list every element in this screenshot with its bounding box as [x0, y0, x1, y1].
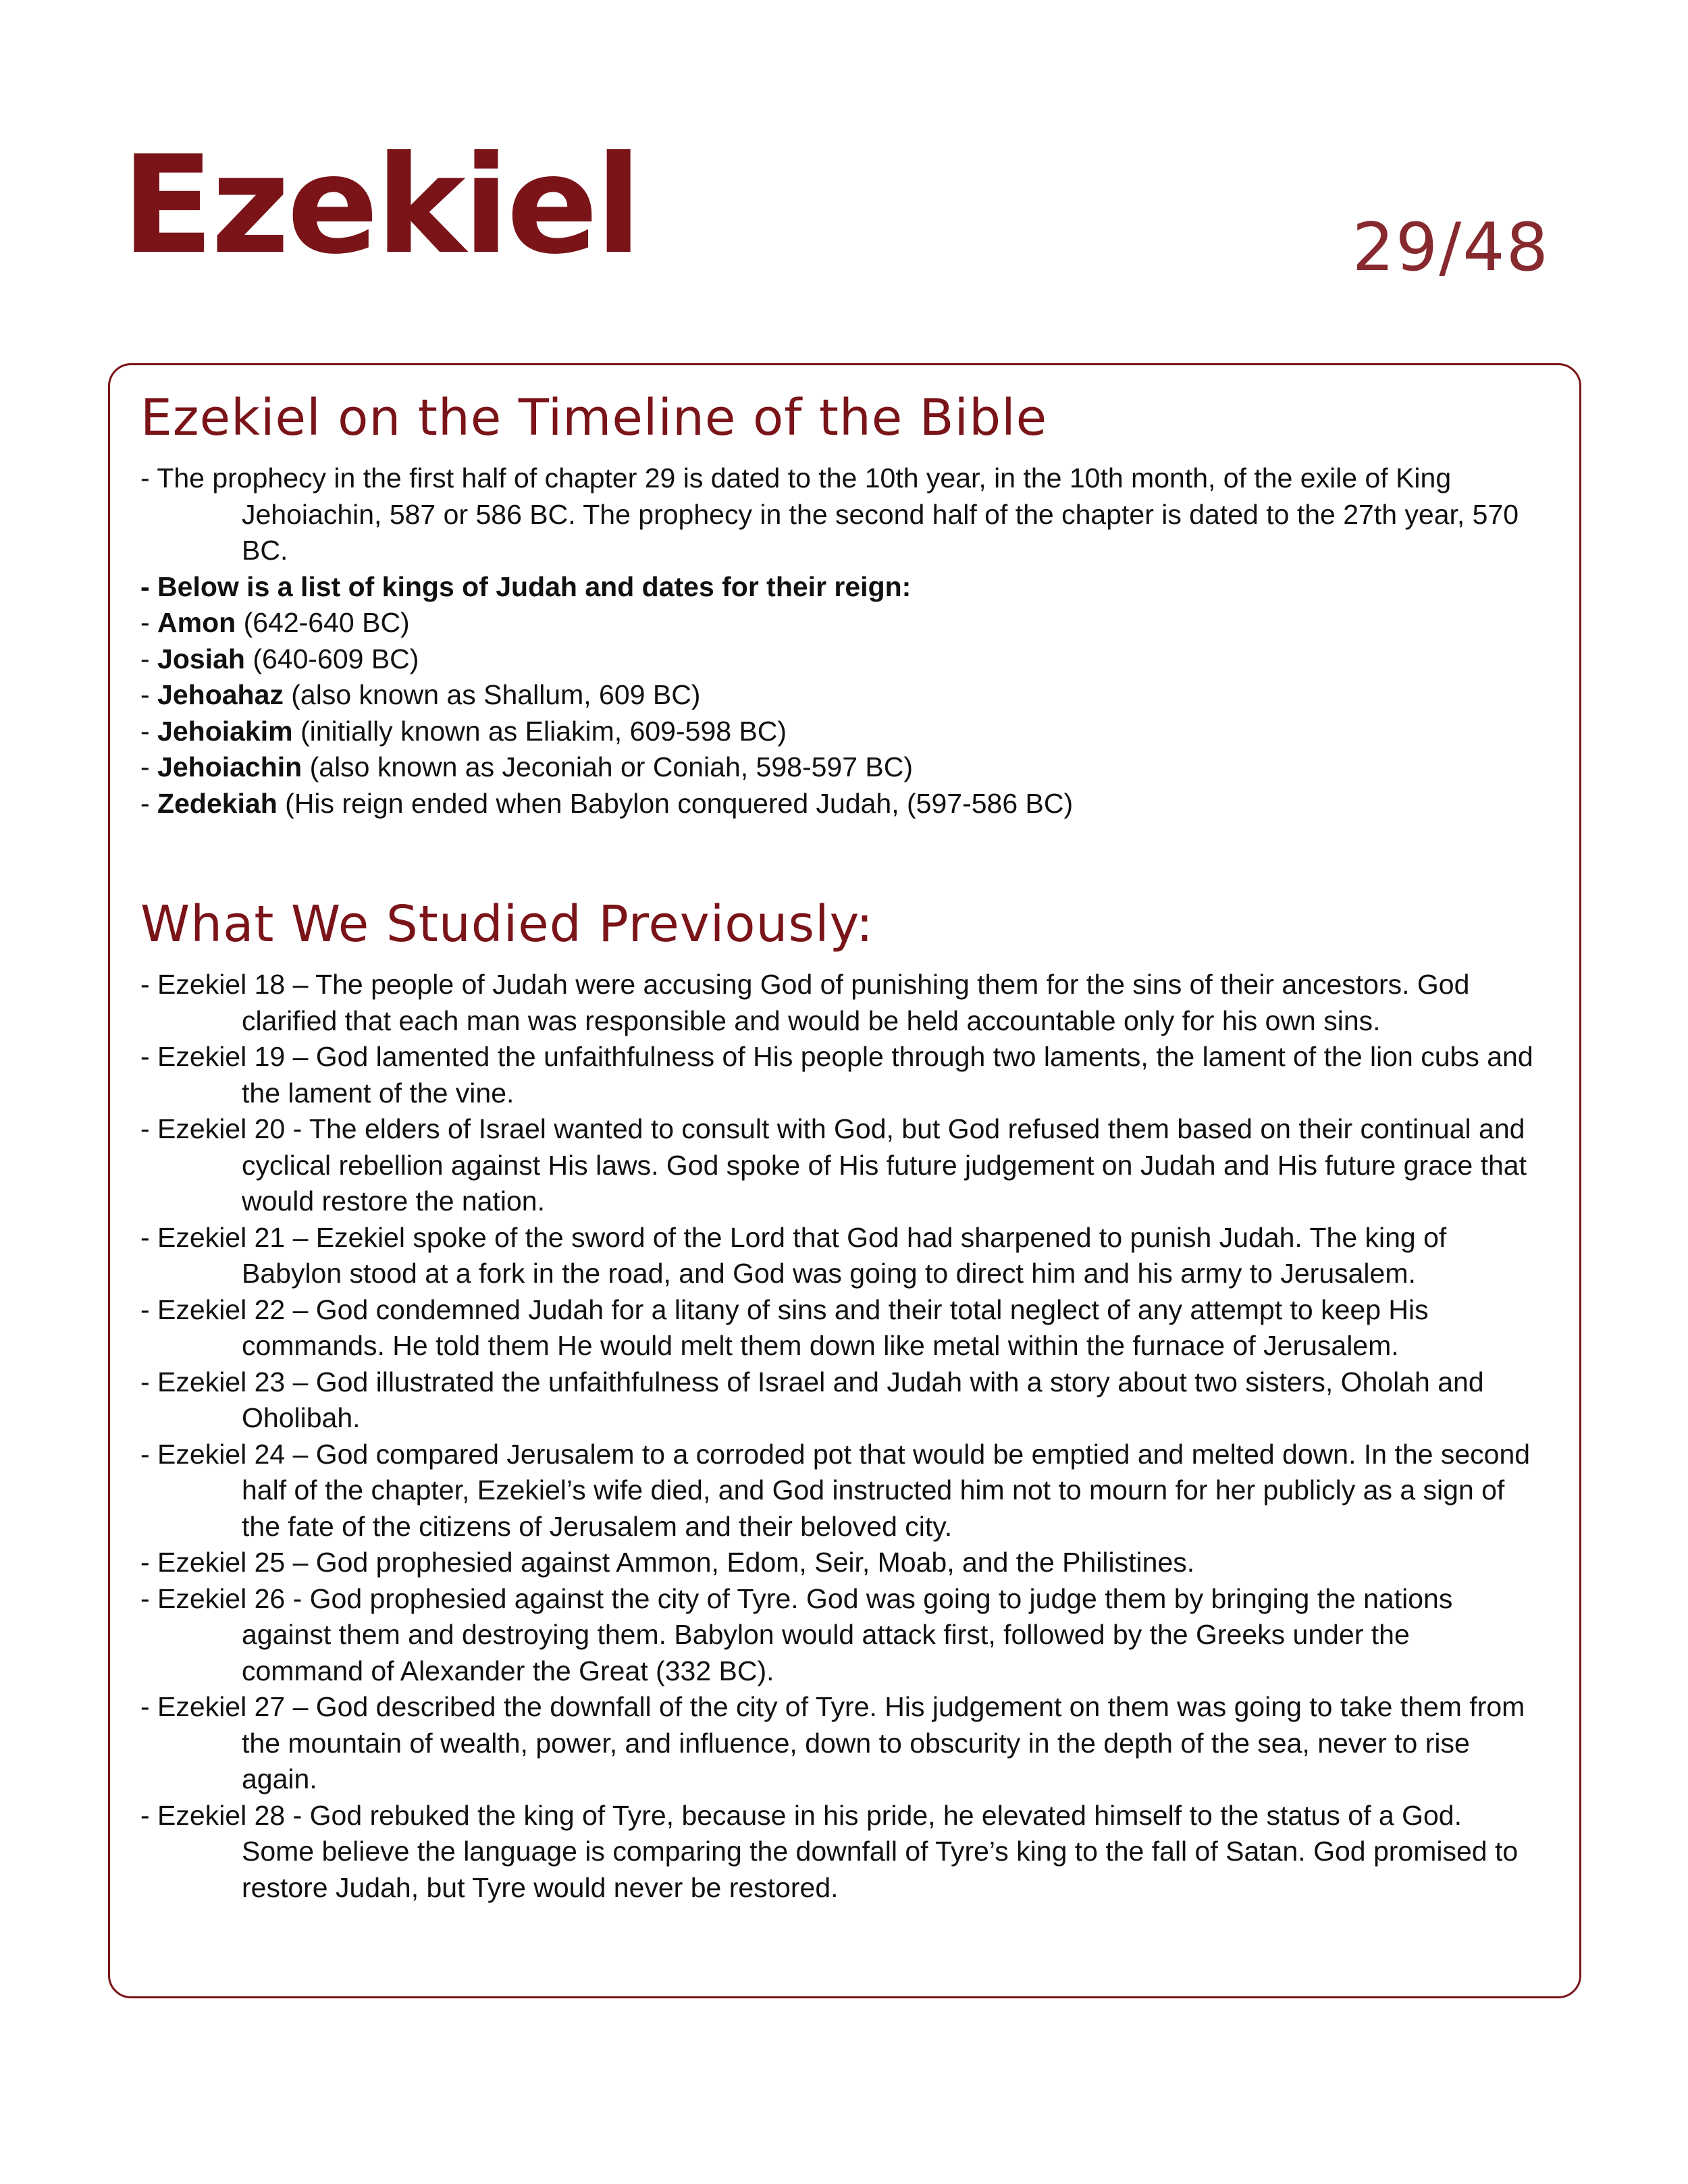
king-item: - Jehoiakim (initially known as Eliakim, 609-598 BC): [140, 715, 787, 747]
timeline-heading: Ezekiel on the Timeline of the Bible: [140, 389, 1048, 447]
previous-item: - Ezekiel 19 – God lamented the unfaithfulness of His people through two laments, the lament of the lion cubs and the lament of the vine.: [140, 1041, 1533, 1109]
king-detail: (642-640 BC): [236, 607, 410, 639]
previous-item: - Ezekiel 22 – God condemned Judah for a litany of sins and their total neglect of any attempt to keep His commands. He told them He would melt them down like metal within the furnace of Jerusalem.: [140, 1294, 1429, 1362]
previous-item: - Ezekiel 24 – God compared Jerusalem to a corroded pot that would be emptied and melted down. In the second half of the chapter, Ezekiel’s wife died, and God instructed him not to mourn for her publicly as a sign of the fate of the citizens of Jerusalem and their beloved city.: [140, 1438, 1531, 1542]
previous-item: - Ezekiel 25 – God prophesied against Ammon, Edom, Seir, Moab, and the Philistines.: [140, 1547, 1195, 1578]
king-name: Jehoiachin: [157, 751, 302, 783]
king-item: - Jehoahaz (also known as Shallum, 609 BC): [140, 679, 701, 711]
previous-item: - Ezekiel 26 - God prophesied against the city of Tyre. God was going to judge them by bringing the nations against them and destroying them. Babylon would attack first, followed by the Greeks under the command of Alexander the Great (332 BC).: [140, 1582, 1453, 1686]
king-detail: (initially known as Eliakim, 609-598 BC): [292, 715, 787, 747]
page-number: 29/48: [1352, 209, 1550, 286]
king-detail: (also known as Shallum, 609 BC): [283, 679, 701, 711]
previous-item-text: Ezekiel 21 – Ezekiel spoke of the sword of the Lord that God had sharpened to punish Judah. The king of Babylon stood at a fork in the road, and God was going to direct him and his army to Jerusalem.: [157, 1221, 1447, 1289]
kings-heading-text: Below is a list of kings of Judah and dates for their reign:: [157, 570, 912, 602]
king-item: - Amon (642-640 BC): [140, 607, 410, 639]
previous-item: - Ezekiel 18 – The people of Judah were accusing God of punishing them for the sins of their ancestors. God clarified that each man was responsible and would be held accountable only for his own sins.: [140, 969, 1470, 1036]
previous-item-text: Ezekiel 18 – The people of Judah were accusing God of punishing them for the sins of their ancestors. God clarified that each man was responsible and would be held accountable only for his own sins.: [157, 969, 1470, 1036]
timeline-intro-item: - The prophecy in the first half of chapter 29 is dated to the 10th year, in the 10th month, of the exile of King Jehoiachin, 587 or 586 BC. The prophecy in the second half of the chapter is dated to the 27th year, 570 BC.: [140, 462, 1519, 566]
kings-list-heading: - Below is a list of kings of Judah and dates for their reign:: [140, 570, 912, 602]
king-name: Amon: [157, 607, 236, 639]
previous-item-text: Ezekiel 28 - God rebuked the king of Tyre, because in his pride, he elevated himself to the status of a God. Some believe the language is comparing the downfall of Tyre’s king to the fall of Satan. God promised to restore Judah, but Tyre would never be restored.: [157, 1799, 1519, 1903]
previous-heading: What We Studied Previously:: [140, 895, 874, 954]
king-name: Josiah: [157, 643, 245, 674]
previous-item: - Ezekiel 28 - God rebuked the king of Tyre, because in his pride, he elevated himself to the status of a God. Some believe the language is comparing the downfall of Tyre’s king to the fall of Satan. God promised to restore Judah, but Tyre would never be restored.: [140, 1799, 1519, 1903]
previous-item-text: Ezekiel 20 - The elders of Israel wanted to consult with God, but God refused them based on their continual and cyclical rebellion against His laws. God spoke of His future judgement on Judah and His future grace that would restore the nation.: [157, 1113, 1527, 1217]
previous-item: - Ezekiel 20 - The elders of Israel wanted to consult with God, but God refused them based on their continual and cyclical rebellion against His laws. God spoke of His future judgement on Judah and His future grace that would restore the nation.: [140, 1113, 1527, 1217]
previous-item-text: Ezekiel 24 – God compared Jerusalem to a corroded pot that would be emptied and melted down. In the second half of the chapter, Ezekiel’s wife died, and God instructed him not to mourn for her publicly as a sign of the fate of the citizens of Jerusalem and their beloved city.: [157, 1438, 1531, 1542]
king-name: Jehoiakim: [157, 715, 293, 747]
timeline-list: [140, 460, 1539, 822]
king-item: - Josiah (640-609 BC): [140, 643, 419, 674]
king-detail: (also known as Jeconiah or Coniah, 598-597 BC): [302, 751, 914, 783]
timeline-intro-text: The prophecy in the first half of chapter 29 is dated to the 10th year, in the 10th month, of the exile of King Jehoiachin, 587 or 586 BC. The prophecy in the second half of the chapter is dated to the 27th year, 570 BC.: [157, 462, 1519, 566]
previous-item-text: Ezekiel 27 – God described the downfall of the city of Tyre. His judgement on them was going to take them from the mountain of wealth, power, and influence, down to obscurity in the depth of the sea, never to rise again.: [157, 1691, 1525, 1795]
previous-item: - Ezekiel 21 – Ezekiel spoke of the sword of the Lord that God had sharpened to punish Judah. The king of Babylon stood at a fork in the road, and God was going to direct him and his army to Jerusalem.: [140, 1221, 1447, 1289]
king-item: - Zedekiah (His reign ended when Babylon conquered Judah, (597-586 BC): [140, 787, 1074, 819]
king-detail: (640-609 BC): [244, 643, 419, 674]
previous-item-text: Ezekiel 23 – God illustrated the unfaithfulness of Israel and Judah with a story about two sisters, Oholah and Oholibah.: [157, 1366, 1484, 1434]
king-name: Jehoahaz: [157, 679, 284, 711]
previous-list: [140, 967, 1539, 1906]
content-card: [108, 363, 1581, 1998]
previous-item-text: Ezekiel 26 - God prophesied against the city of Tyre. God was going to judge them by bringing the nations against them and destroying them. Babylon would attack first, followed by the Greeks under the command of Alexander the Great (332 BC).: [157, 1582, 1453, 1686]
previous-item-text: Ezekiel 25 – God prophesied against Ammon, Edom, Seir, Moab, and the Philistines.: [157, 1547, 1195, 1578]
king-name: Zedekiah: [157, 787, 278, 819]
king-item: - Jehoiachin (also known as Jeconiah or Coniah, 598-597 BC): [140, 751, 914, 783]
king-detail: (His reign ended when Babylon conquered Judah, (597-586 BC): [277, 787, 1074, 819]
previous-item-text: Ezekiel 19 – God lamented the unfaithfulness of His people through two laments, the lament of the lion cubs and the lament of the vine.: [157, 1041, 1533, 1109]
previous-item: - Ezekiel 23 – God illustrated the unfaithfulness of Israel and Judah with a story about two sisters, Oholah and Oholibah.: [140, 1366, 1484, 1434]
previous-item-text: Ezekiel 22 – God condemned Judah for a litany of sins and their total neglect of any attempt to keep His commands. He told them He would melt them down like metal within the furnace of Jerusalem.: [157, 1294, 1429, 1362]
page-title: Ezekiel: [122, 127, 639, 284]
previous-item: - Ezekiel 27 – God described the downfall of the city of Tyre. His judgement on them was going to take them from the mountain of wealth, power, and influence, down to obscurity in the depth of the sea, never to rise again.: [140, 1691, 1525, 1795]
